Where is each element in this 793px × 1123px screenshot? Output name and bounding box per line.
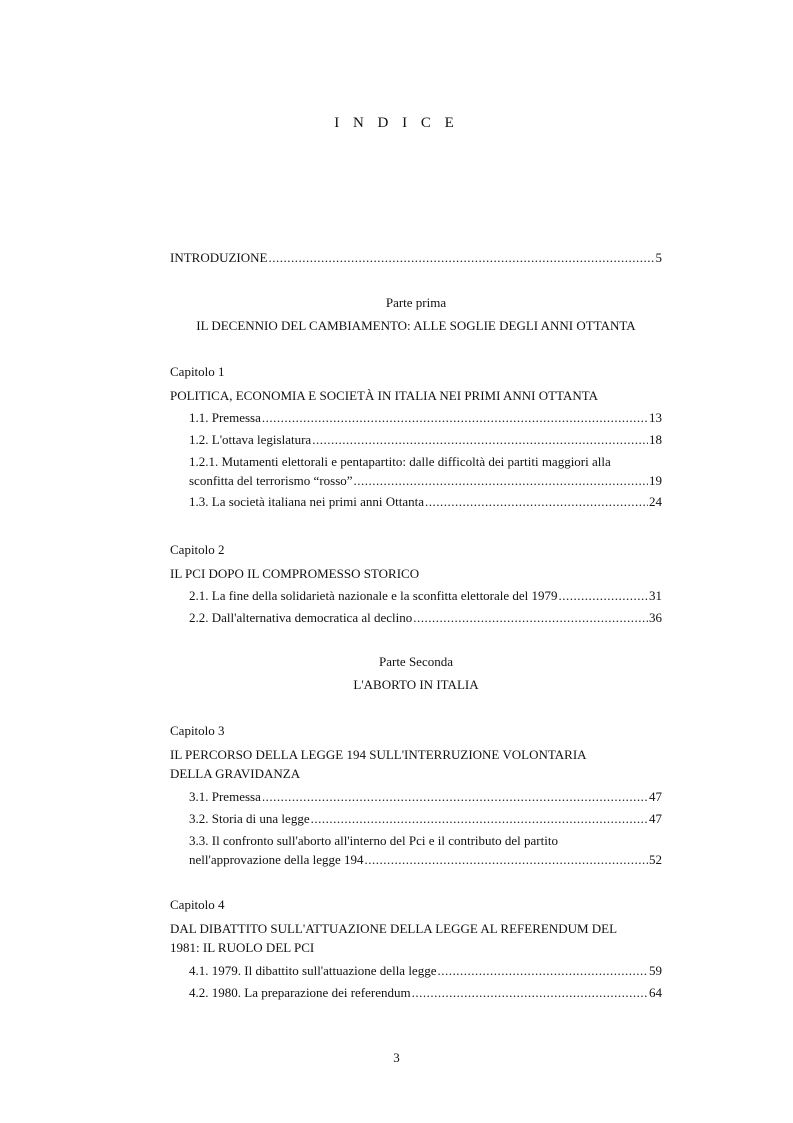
- dot-leader: [437, 961, 648, 981]
- index-title: I N D I C E: [334, 115, 459, 131]
- toc-entry[interactable]: [189, 608, 662, 630]
- dot-leader: [413, 608, 648, 628]
- toc-entry-page: 59: [649, 963, 662, 978]
- toc-entry[interactable]: [189, 961, 662, 983]
- dot-leader: [365, 850, 648, 869]
- chapter-label: Capitolo 3: [170, 723, 225, 738]
- toc-entry-text: 1.2. L'ottava legislatura: [189, 432, 312, 447]
- toc-entry[interactable]: [189, 430, 662, 452]
- toc-entry-page: 18: [649, 432, 662, 447]
- toc-entry-text: 1.3. La società italiana nei primi anni Ottanta: [189, 494, 425, 509]
- chapter-label: Capitolo 1: [170, 364, 225, 379]
- toc-entry-text: 4.1. 1979. Il dibattito sull'attuazione della legge: [189, 963, 437, 978]
- chapter-title: POLITICA, ECONOMIA E SOCIETÀ IN ITALIA NEI PRIMI ANNI OTTANTA: [170, 388, 599, 403]
- part-title: IL DECENNIO DEL CAMBIAMENTO: ALLE SOGLIE DEGLI ANNI OTTANTA: [196, 318, 636, 333]
- chapter-title-line: IL PERCORSO DELLA LEGGE 194 SULL'INTERRUZIONE VOLONTARIA: [170, 747, 587, 762]
- dot-leader: [354, 471, 648, 490]
- chapter-1: [170, 362, 662, 514]
- toc-entry-text: 2.1. La fine della solidarietà nazionale e la sconfitta elettorale del 1979: [189, 588, 558, 603]
- chapter-title-line: DAL DIBATTITO SULL'ATTUAZIONE DELLA LEGGE AL REFERENDUM DEL: [170, 921, 618, 936]
- part-label: Parte Seconda: [378, 654, 453, 669]
- chapter-label: Capitolo 4: [170, 897, 225, 912]
- toc-entry-text: sconfitta del terrorismo “rosso”: [189, 473, 353, 488]
- dot-leader: [559, 586, 648, 606]
- toc-entry-page: 36: [649, 610, 662, 625]
- toc-entry-page: 24: [649, 494, 662, 509]
- toc-entry[interactable]: [170, 248, 662, 270]
- chapter-4: [170, 895, 662, 1005]
- toc-entry[interactable]: [189, 492, 662, 514]
- toc-entry-multiline[interactable]: [189, 831, 662, 871]
- dot-leader: [262, 787, 648, 807]
- toc-entry-line: 3.3. Il confronto sull'aborto all'interno del Pci e il contributo del partito: [189, 833, 558, 848]
- toc-entry-page: 47: [649, 789, 662, 804]
- part-title: L'ABORTO IN ITALIA: [353, 677, 479, 692]
- part-label: Parte prima: [385, 295, 447, 310]
- toc-entry-multiline[interactable]: [189, 452, 662, 492]
- chapter-title: IL PCI DOPO IL COMPROMESSO STORICO: [170, 566, 420, 581]
- toc-entry-text: INTRODUZIONE: [170, 250, 268, 265]
- dot-leader: [311, 809, 648, 829]
- toc-entry[interactable]: [189, 983, 662, 1005]
- toc-entry-text: 3.2. Storia di una legge: [189, 811, 310, 826]
- toc-introduction: [170, 248, 662, 270]
- dot-leader: [312, 430, 648, 450]
- dot-leader: [268, 248, 654, 268]
- toc-entry-page: 13: [649, 410, 662, 425]
- toc-entry-page: 64: [649, 985, 662, 1000]
- chapter-3: [170, 721, 662, 871]
- dot-leader: [262, 408, 648, 428]
- toc-entry-text: nell'approvazione della legge 194: [189, 852, 364, 867]
- chapter-title-line: DELLA GRAVIDANZA: [170, 766, 301, 781]
- toc-entry-page: 5: [655, 250, 662, 265]
- dot-leader: [425, 492, 648, 512]
- toc-entry[interactable]: [189, 809, 662, 831]
- chapter-title-line: 1981: IL RUOLO DEL PCI: [170, 940, 315, 955]
- toc-entry-text: 2.2. Dall'alternativa democratica al declino: [189, 610, 413, 625]
- chapter-2: [170, 540, 662, 630]
- toc-entry-line: 1.2.1. Mutamenti elettorali e pentapartito: dalle difficoltà dei partiti maggiori alla: [189, 454, 611, 469]
- page-number: 3: [393, 1050, 400, 1065]
- toc-entry[interactable]: [189, 586, 662, 608]
- toc-entry-page: 19: [649, 473, 662, 488]
- toc-entry-text: 1.1. Premessa: [189, 410, 261, 425]
- toc-entry-page: 31: [649, 588, 662, 603]
- chapter-label: Capitolo 2: [170, 542, 225, 557]
- toc-entry[interactable]: [189, 408, 662, 430]
- dot-leader: [412, 983, 648, 1003]
- toc-entry-page: 47: [649, 811, 662, 826]
- toc-entry[interactable]: [189, 787, 662, 809]
- toc-entry-text: 3.1. Premessa: [189, 789, 261, 804]
- toc-entry-text: 4.2. 1980. La preparazione dei referendum: [189, 985, 411, 1000]
- toc-entry-page: 52: [649, 852, 662, 867]
